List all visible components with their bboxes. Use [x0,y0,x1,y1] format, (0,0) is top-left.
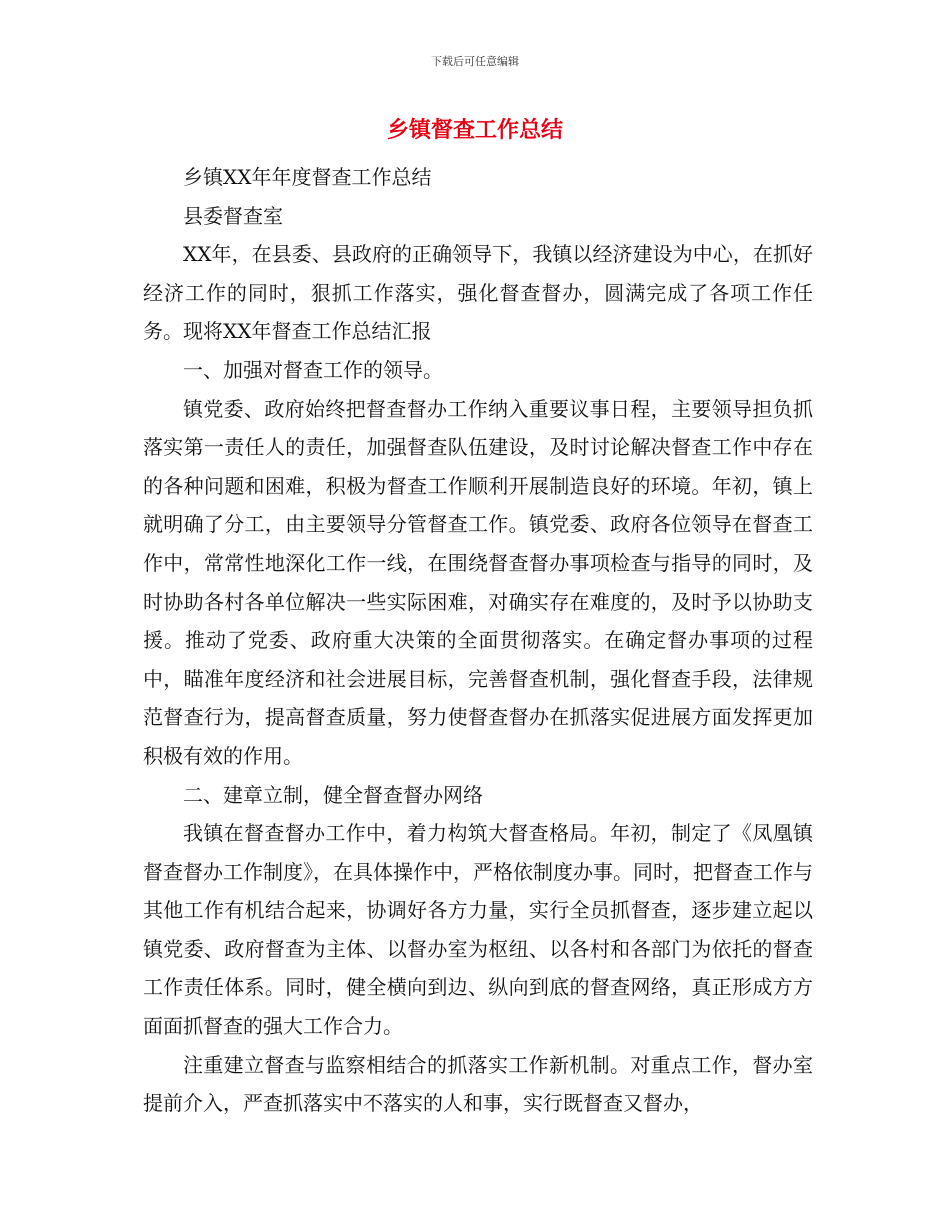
subtitle-paragraph: 乡镇XX年年度督查工作总结 [183,165,432,189]
body-paragraph-3: 注重建立督查与监察相结合的抓落实工作新机制。对重点工作，督办室提前介入，严查抓落实中不落实的人和事，实行既督查又督办， [143,1052,813,1116]
body-paragraph-1: 镇党委、政府始终把督查督办工作纳入重要议事日程，主要领导担负抓落实第一责任人的责任，加强督查队伍建设，及时讨论解决督查工作中存在的各种问题和困难，积极为督查工作顺利开展制造良好的环境。年初，镇上就明确了分工，由主要领导分管督查工作。镇党委、政府各位领导在督查工作中，常常性地深化工作一线，在围绕督查督办事项检查与指导的同时，及时协助各村各单位解决一些实际困难，对确实存在难度的，及时予以协助支援。推动了党委、政府重大决策的全面贯彻落实。在确定督办事项的过程中，瞄准年度经济和社会进展目标，完善督查机制，强化督查手段，法律规范督查行为，提高督查质量，努力使督查督办在抓落实促进展方面发挥更加积极有效的作用。 [143,396,813,768]
author-paragraph: 县委督查室 [183,203,283,228]
document-title: 乡镇督查工作总结 [386,118,563,143]
section-heading-2: 二、建章立制，健全督查督办网络 [183,782,483,807]
section-heading-1: 一、加强对督查工作的领导。 [183,357,443,382]
body-paragraph-2: 我镇在督查督办工作中，着力构筑大督查格局。年初，制定了《凤凰镇督查督办工作制度》，在具体操作中，严格依制度办事。同时，把督查工作与其他工作有机结合起来，协调好各方力量，实行全员抓督查，逐步建立起以镇党委、政府督查为主体、以督办室为枢纽、以各村和各部门为依托的督查工作责任体系。同时，健全横向到边、纵向到底的督查网络，真正形成方方面面抓督查的强大工作合力。 [143,821,813,1039]
document-body [143,158,813,1123]
header-note: 下载后可任意编辑 [431,55,519,68]
intro-paragraph: XX年，在县委、县政府的正确领导下，我镇以经济建设为中心，在抓好经济工作的同时，狠抓工作落实，强化督查督办，圆满完成了各项工作任务。现将XX年督查工作总结汇报 [143,242,813,344]
